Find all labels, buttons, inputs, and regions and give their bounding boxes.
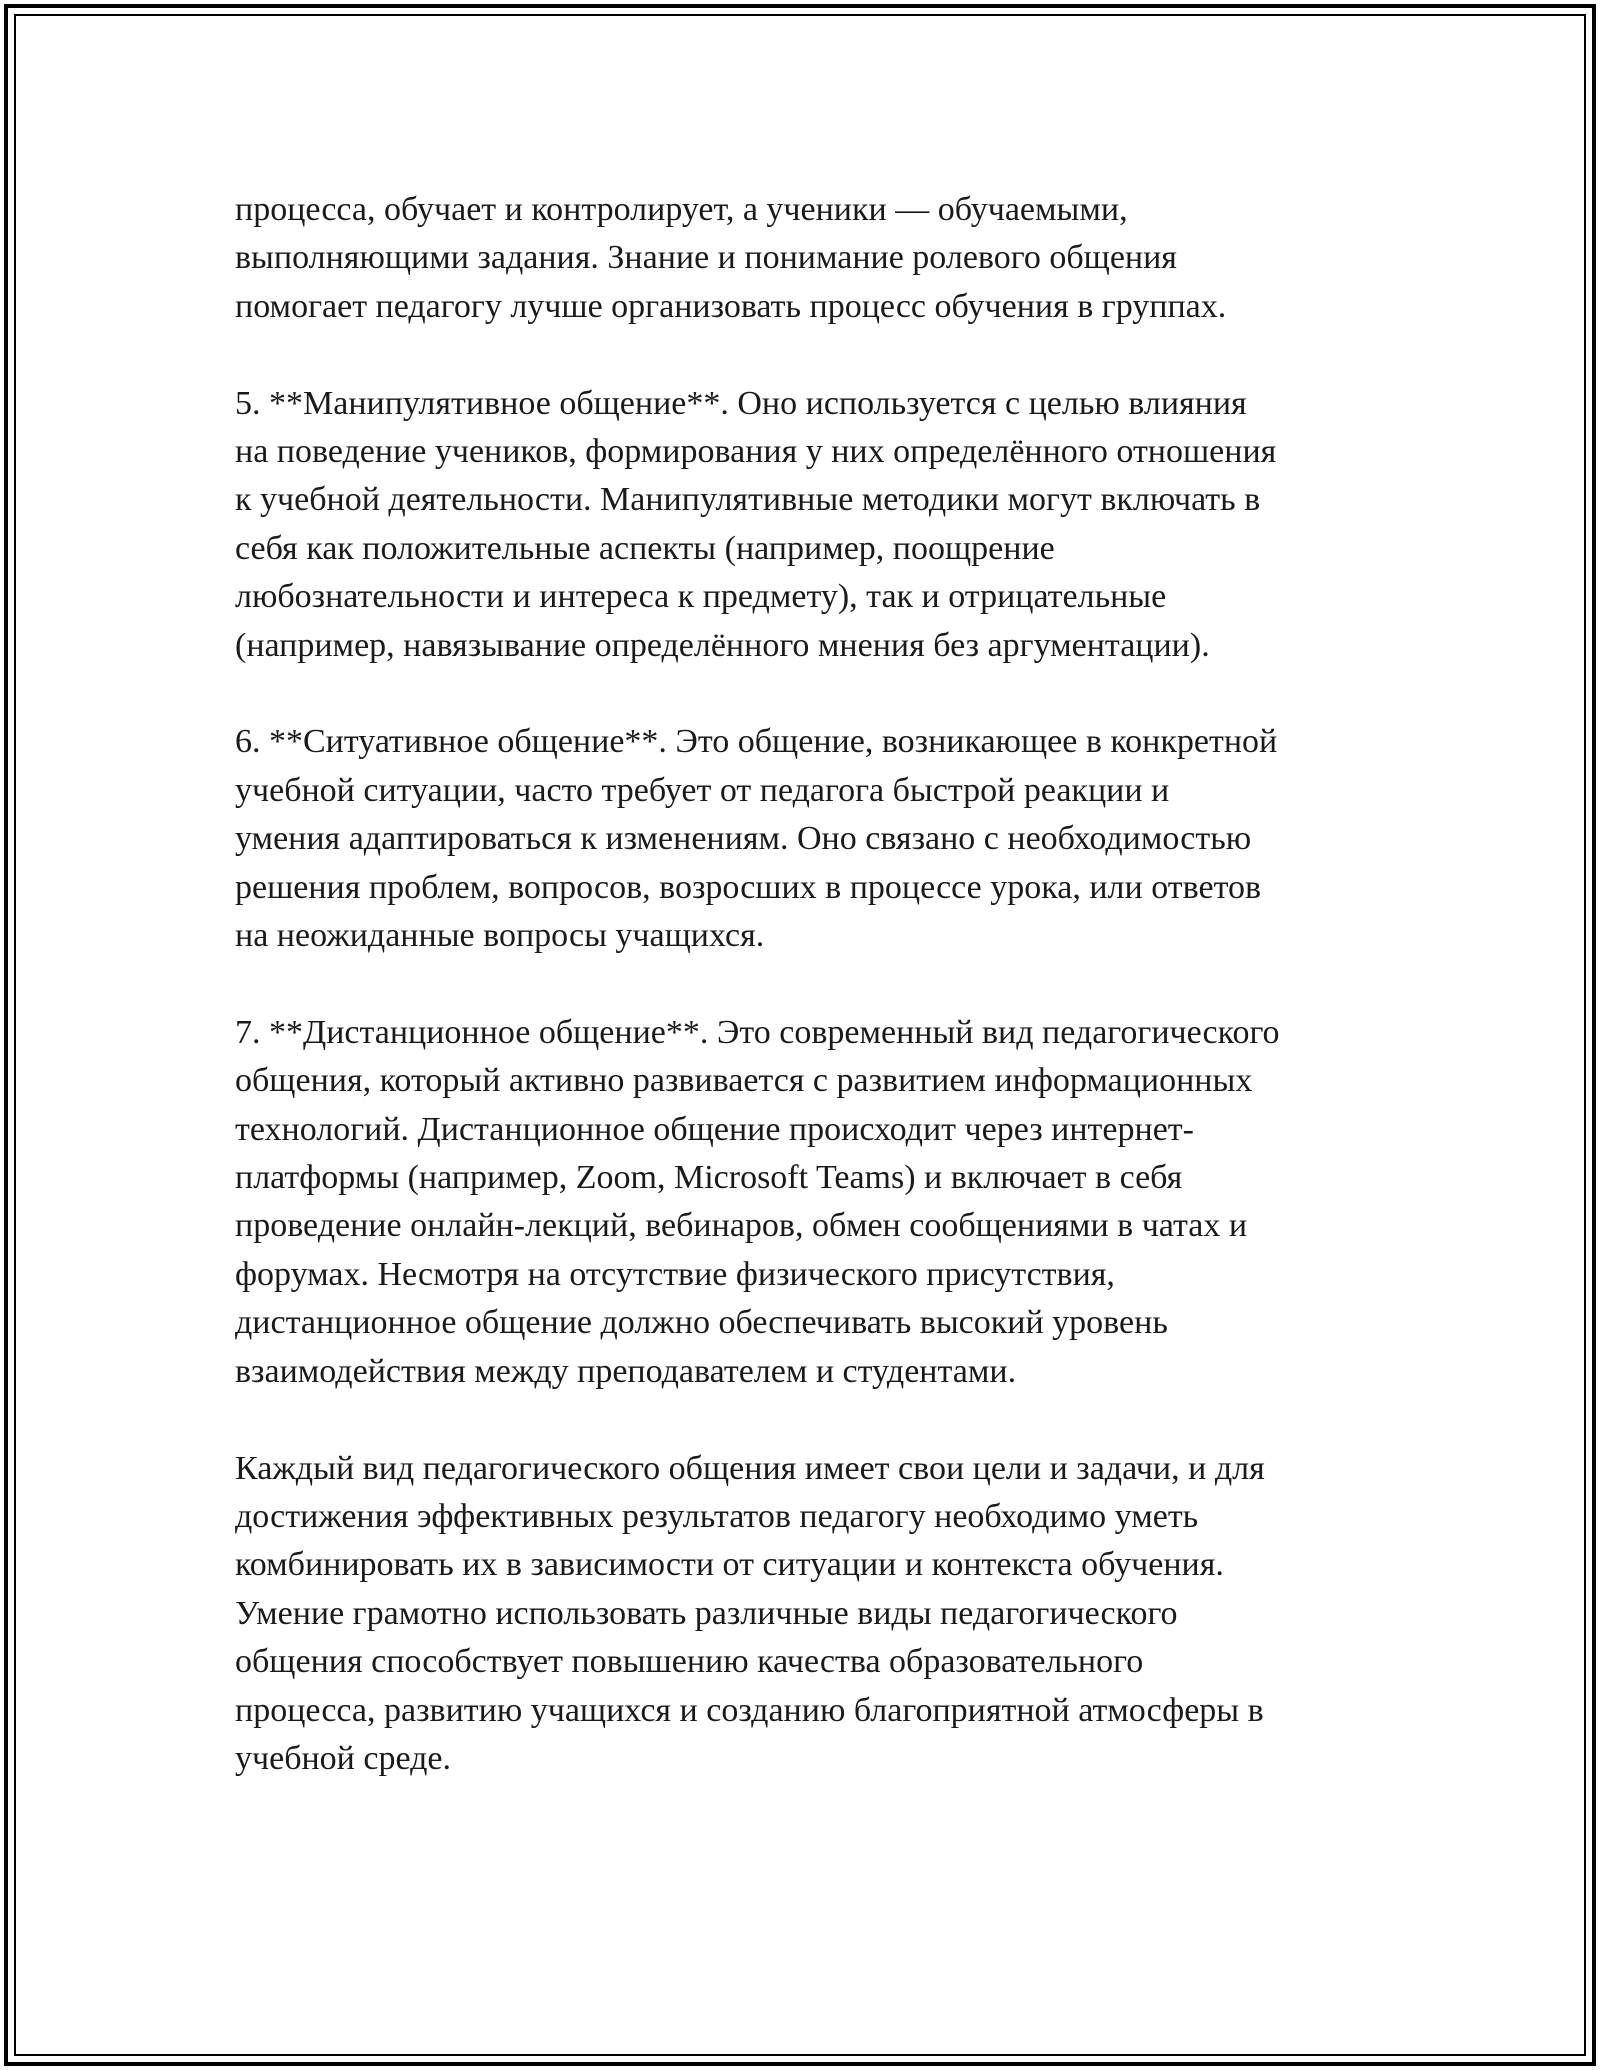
paragraph-conclusion: Каждый вид педагогического общения имеет свои цели и задачи, и для достижения эффективных результатов педагогу необходимо уметь комбинировать их в зависимости от ситуации и контекста обучения. Умение грамотно использовать различные виды педагогического общения способствует повышению качества образовательного процесса, развитию учащихся и созданию благоприятной атмосферы в учебной среде. [235, 1449, 1265, 1777]
paragraph-distance-communication: 7. **Дистанционное общение**. Это современный вид педагогического общения, который активно развивается с развитием информационных технологий. Дистанционное общение происходит через интернет- платформы (например, Zoom, Microsoft Teams) и включает в себя проведение онлайн-лекций, вебинаров, обмен сообщениями в чатах и форумах. Несмотря на отсутствие физического присутствия, дистанционное общение должно обеспечивать высокий уровень взаимодействия между преподавателем и студентами. [235, 1013, 1280, 1390]
paragraph-role-communication-continuation: процесса, обучает и контролирует, а ученики — обучаемыми, выполняющими задания. Знание и понимание ролевого общения помогает педагогу лучше организовать процесс обучения в группах. [235, 191, 1227, 325]
paragraph-manipulative-communication: 5. **Манипулятивное общение**. Оно используется с целью влияния на поведение учеников, формирования у них определённого отношения к учебной деятельности. Манипулятивные методики могут включать в себя как положительные аспекты (например, поощрение любознательности и интереса к предмету), так и отрицательные (например, навязывание определённого мнения без аргументации). [235, 384, 1277, 664]
paragraph-situational-communication: 6. **Ситуативное общение**. Это общение, возникающее в конкретной учебной ситуации, часто требует от педагога быстрой реакции и умения адаптироваться к изменениям. Оно связано с необходимостью решения проблем, вопросов, возросших в процессе урока, или ответов на неожиданные вопросы учащихся. [235, 723, 1278, 955]
document-body [235, 186, 1415, 1832]
